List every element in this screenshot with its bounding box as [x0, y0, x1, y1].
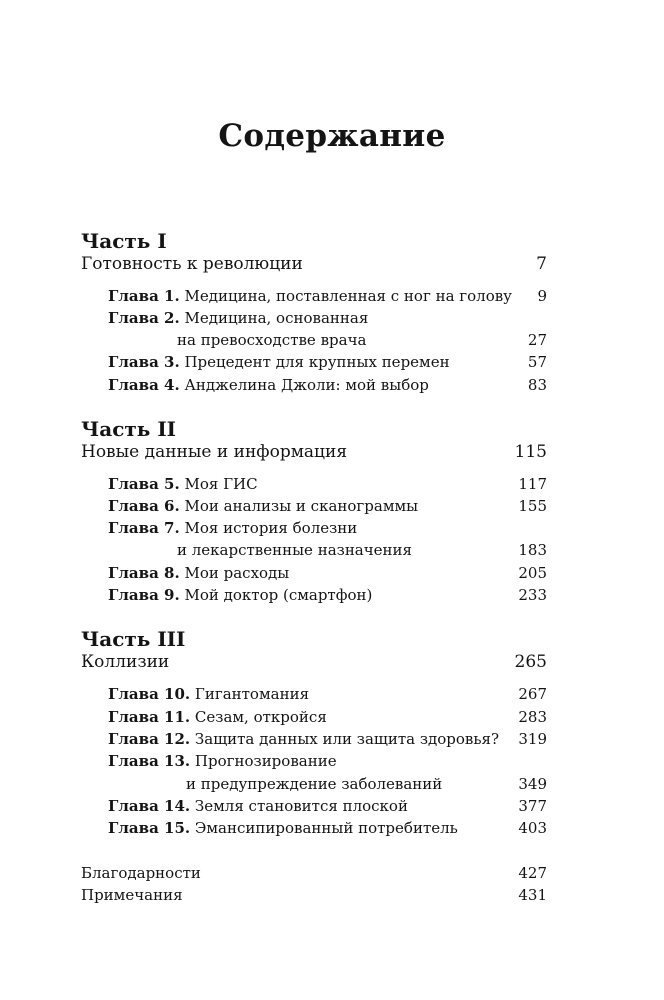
toc-chapter-entry[interactable]	[108, 730, 547, 748]
chapter-label: Глава 13.	[108, 752, 191, 770]
part-name: Коллизии	[81, 652, 170, 672]
extra-name: Благодарности	[81, 864, 201, 882]
toc-chapter-entry[interactable]	[108, 376, 547, 394]
chapter-title: Мой доктор (смартфон)	[184, 586, 373, 604]
page-number: 233	[518, 586, 547, 604]
page-number: 283	[518, 708, 547, 726]
toc-chapter-entry[interactable]	[108, 819, 547, 837]
page-number: 27	[527, 331, 547, 349]
page-number: 9	[537, 287, 547, 305]
chapter-title-continued: и лекарственные назначения	[177, 541, 413, 559]
toc-chapter-entry[interactable]	[108, 287, 547, 305]
toc-extra-entry[interactable]	[81, 864, 547, 882]
page-number: 319	[518, 730, 547, 748]
chapter-title-continued: и предупреждение заболеваний	[186, 775, 443, 793]
toc-chapter-entry[interactable]	[108, 708, 547, 726]
chapter-label: Глава 9.	[108, 586, 180, 604]
page-number: 403	[518, 819, 547, 837]
toc-chapter-entry[interactable]	[108, 475, 547, 493]
toc-part-entry[interactable]	[81, 652, 547, 672]
page-number: 183	[518, 541, 547, 559]
toc-chapter-entry[interactable]	[108, 309, 547, 327]
chapter-title: Земля становится плоской	[194, 797, 408, 815]
chapter-label: Глава 3.	[108, 353, 180, 371]
chapter-title: Анджелина Джоли: мой выбор	[184, 376, 429, 394]
page-number: 57	[527, 353, 547, 371]
chapter-title: Мои расходы	[184, 564, 290, 582]
toc-chapter-entry[interactable]	[108, 497, 547, 515]
chapter-label: Глава 7.	[108, 519, 180, 537]
page-number: 7	[536, 254, 547, 274]
chapter-label: Глава 4.	[108, 376, 180, 394]
toc-chapter-continuation	[108, 331, 547, 349]
part-name: Новые данные и информация	[81, 442, 348, 462]
chapter-title: Моя история болезни	[184, 519, 358, 537]
chapter-label: Глава 6.	[108, 497, 180, 515]
chapter-label: Глава 10.	[108, 685, 191, 703]
toc-chapter-entry[interactable]	[108, 797, 547, 815]
extra-name: Примечания	[81, 886, 183, 904]
page-number: 267	[518, 685, 547, 703]
page-number: 83	[527, 376, 547, 394]
part-label: Часть I	[81, 229, 167, 253]
toc-chapter-entry[interactable]	[108, 353, 547, 371]
chapter-label: Глава 11.	[108, 708, 191, 726]
chapter-title: Прогнозирование	[194, 752, 337, 770]
chapter-title: Медицина, основанная	[184, 309, 369, 327]
chapter-title: Защита данных или защита здоровья?	[194, 730, 500, 748]
page-number: 431	[518, 886, 547, 904]
page-number: 427	[518, 864, 547, 882]
chapter-label: Глава 14.	[108, 797, 191, 815]
chapter-title-continued: на превосходстве врача	[177, 331, 367, 349]
page-number: 115	[514, 442, 547, 462]
chapter-title: Прецедент для крупных перемен	[184, 353, 450, 371]
chapter-label: Глава 1.	[108, 287, 180, 305]
chapter-title: Моя ГИС	[184, 475, 258, 493]
part-name: Готовность к революции	[81, 254, 303, 274]
toc-chapter-continuation	[108, 775, 547, 793]
page-number: 205	[518, 564, 547, 582]
chapter-title: Мои анализы и сканограммы	[184, 497, 419, 515]
toc-extra-entry[interactable]	[81, 886, 547, 904]
part-label: Часть III	[81, 627, 186, 651]
chapter-title: Гигантомания	[194, 685, 310, 703]
chapter-label: Глава 15.	[108, 819, 191, 837]
toc-chapter-entry[interactable]	[108, 586, 547, 604]
chapter-title: Медицина, поставленная с ног на голову	[184, 287, 513, 305]
page-number: 117	[518, 475, 547, 493]
page-title: Содержание	[218, 118, 446, 154]
part-label: Часть II	[81, 417, 177, 441]
chapter-title: Эмансипированный потребитель	[194, 819, 458, 837]
toc-part-entry[interactable]	[81, 254, 547, 274]
page-number: 265	[514, 652, 547, 672]
page-number: 349	[518, 775, 547, 793]
page-number: 155	[518, 497, 547, 515]
toc-chapter-entry[interactable]	[108, 752, 547, 770]
toc-part-entry[interactable]	[81, 442, 547, 462]
page-number: 377	[518, 797, 547, 815]
toc-chapter-continuation	[108, 541, 547, 559]
toc-chapter-entry[interactable]	[108, 564, 547, 582]
chapter-title: Сезам, откройся	[194, 708, 327, 726]
toc-chapter-entry[interactable]	[108, 685, 547, 703]
chapter-label: Глава 12.	[108, 730, 191, 748]
chapter-label: Глава 5.	[108, 475, 180, 493]
toc-chapter-entry[interactable]	[108, 519, 547, 537]
chapter-label: Глава 2.	[108, 309, 180, 327]
chapter-label: Глава 8.	[108, 564, 180, 582]
